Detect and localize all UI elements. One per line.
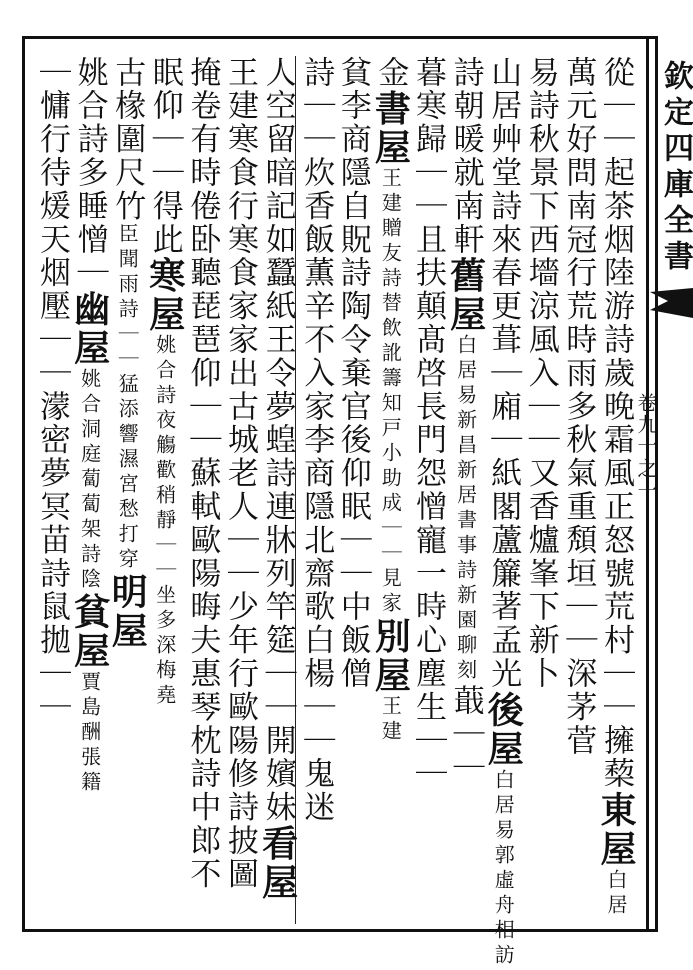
text-column (32, 56, 72, 924)
annotation-text: 白居易新昌新居書事詩新園聊刻 (453, 334, 478, 685)
body-text: 詩朝暖就南軒 (447, 56, 484, 257)
text-column (220, 56, 260, 924)
entry-heading: 明屋 (106, 573, 149, 651)
text-column (521, 56, 561, 924)
body-text: 王建寒食行寒食家家出古城老人｜｜少年行歐陽修詩披圖 (222, 56, 258, 891)
text-column (295, 56, 336, 924)
body-text: 飯僧 (334, 623, 371, 691)
body-text: 從｜｜起茶烟陸游詩歲晚霜風正怒號荒村｜｜擁蔾 (598, 56, 634, 791)
text-column (596, 56, 636, 924)
annotation-text: 賈島酬張籍 (77, 670, 102, 796)
entry-heading: 東屋 (595, 790, 637, 869)
text-column (370, 56, 410, 924)
body-text: 貧李商隱自貺詩陶令棄官後仰眠｜｜中 (334, 56, 371, 624)
body-text: 暮寒歸｜｜ (410, 56, 446, 223)
entry-heading: 舊屋 (444, 256, 487, 335)
body-text: 詩鼠拋｜｜ (34, 557, 70, 725)
body-text: 山居艸堂詩來春更葺｜廂｜紙閣蘆簾著孟光 (485, 56, 522, 691)
annotation-text: 姚合洞庭蔔蔔架詩陰 (77, 367, 102, 593)
book-title: 欽定四庫全書 (658, 60, 693, 276)
body-text: 姚合詩多睡憎｜ (71, 56, 108, 290)
body-text: 易詩秋景下西墻涼風入｜｜又香爐峯下新卜 (522, 56, 559, 691)
body-text: 萬元好問南冠行荒時雨多秋氣重頽垣｜｜深茅菅 (560, 56, 597, 758)
body-text: 眠仰｜｜得此 (146, 56, 183, 257)
annotation-text: 臣聞雨詩｜｜猛添響濕宮愁打穿 (115, 223, 140, 573)
body-text: 烟壓｜｜濛密夢冥苗 (34, 256, 70, 558)
annotation-text: 白居 (604, 868, 628, 919)
body-text: 且扶顛髙啓長門怨憎寵一時心塵生｜｜ (410, 223, 446, 791)
text-column (482, 56, 525, 969)
text-column (70, 56, 110, 924)
body-text: 掩卷有時倦卧聽琵琶仰｜｜蘇軾歐陽晦夫惠琴枕詩中郎不 (184, 56, 221, 891)
text-column (333, 56, 373, 924)
entry-heading: 後屋 (482, 690, 525, 769)
text-column (182, 56, 222, 924)
entry-heading: 貧屋 (68, 592, 111, 671)
annotation-text: 王建 (378, 695, 403, 746)
text-column (558, 56, 598, 924)
entry-heading: 寒屋 (143, 256, 186, 335)
text-column (107, 56, 147, 924)
annotation-text: 姚合詩夜觴歡稍靜｜｜坐多深梅堯 (152, 334, 177, 710)
text-column (408, 56, 448, 924)
text-column (446, 56, 486, 924)
body-text: 蕺｜｜ (447, 684, 484, 785)
entry-heading: 書屋 (369, 89, 412, 168)
body-text: 詩｜｜炊香飯薫辛不入家李商隱北齋歌白楊｜｜鬼迷 (298, 56, 335, 825)
entry-heading: 幽屋 (68, 289, 111, 368)
body-text: 人空留暗記如蠶紙王令夢蝗詩連牀列竿筵｜｜開嬪妹 (259, 56, 296, 825)
annotation-text: 王建贈友詩替飲訛籌知戸小助成｜｜見家 (378, 167, 403, 618)
body-text: 金 (372, 56, 409, 90)
text-column (258, 56, 298, 924)
body-text: 古椽圍尺竹 (109, 56, 146, 223)
annotation-text: 白居易郭虛舟相訪 (491, 768, 516, 969)
volume-label: 卷九十之一 (634, 392, 658, 502)
body-text: ｜慵行待煖天 (34, 56, 70, 257)
entry-heading: 別屋 (369, 617, 412, 696)
fishtail-mark-icon (650, 288, 693, 318)
text-column (145, 56, 185, 924)
entry-heading: 看屋 (256, 824, 299, 903)
